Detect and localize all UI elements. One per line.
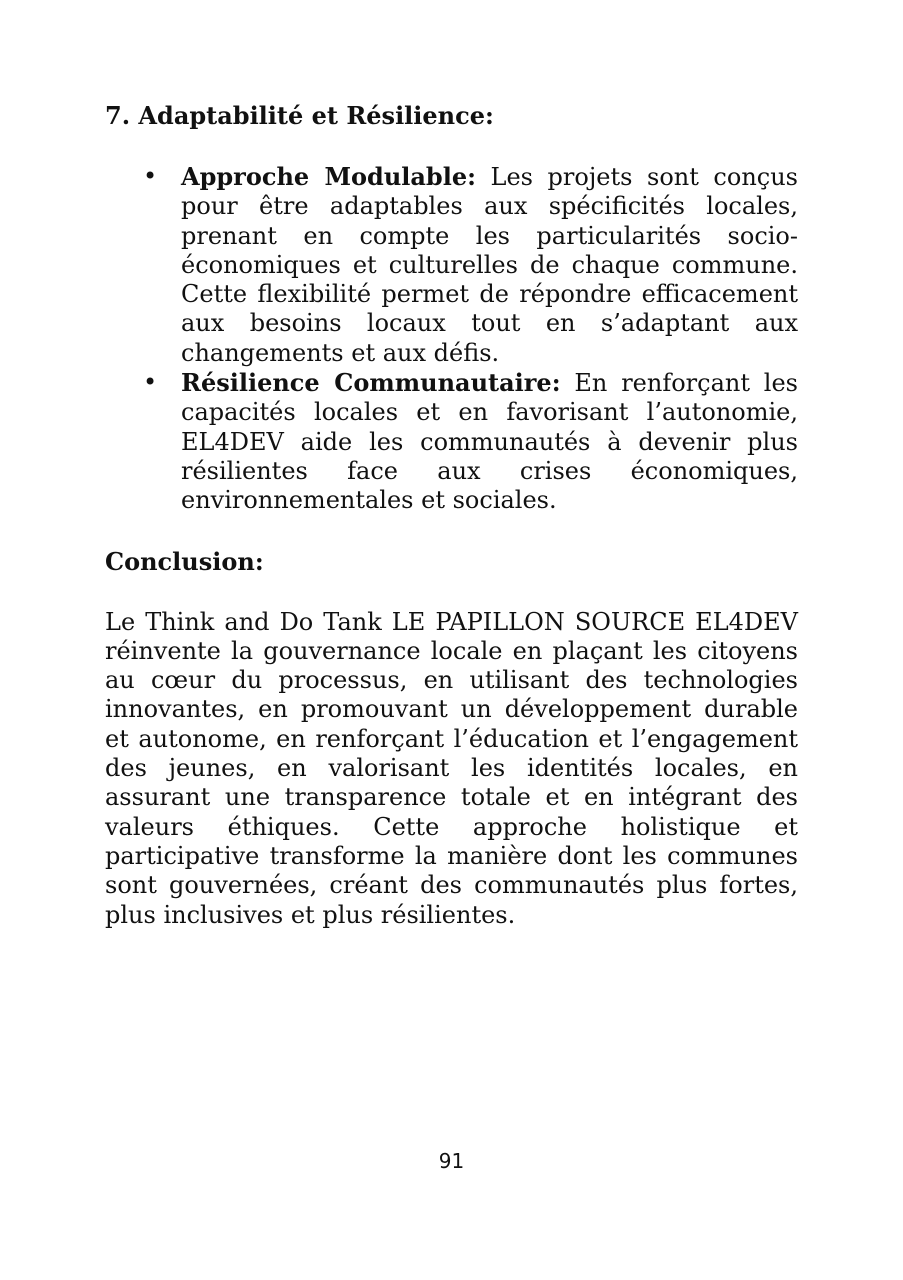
bullet-item-resilience-communautaire	[105, 368, 798, 515]
bullet-text: Les projets sont conçus pour être adaptables aux spécificités locales, prenant en compte les particularités socio-économiques et culturelles de chaque commune. Cette flexibilité permet de répondre efficacement aux besoins locaux tout en s’adaptant aux changements et aux défis.	[181, 163, 798, 367]
bullet-list	[105, 162, 798, 516]
bullet-item-approche-modulable	[105, 162, 798, 368]
bullet-text: En renforçant les capacités locales et en favorisant l’autonomie, EL4DEV aide les communautés à devenir plus résilientes face aux crises économiques, environnementales et sociales.	[181, 369, 798, 515]
conclusion-heading: Conclusion:	[105, 546, 264, 576]
page-content	[105, 100, 798, 930]
bullet-icon: •	[143, 162, 158, 190]
conclusion-paragraph: Le Think and Do Tank LE PAPILLON SOURCE EL4DEV réinvente la gouvernance locale en plaçant les citoyens au cœur du processus, en utilisant des technologies innovantes, en promouvant un développement durable et autonome, en renforçant l’éducation et l’engagement des jeunes, en valorisant les identités locales, en assurant une transparence totale et en intégrant des valeurs éthiques. Cette approche holistique et participative transforme la manière dont les communes sont gouvernées, créant des communautés plus fortes, plus inclusives et plus résilientes.	[105, 607, 798, 929]
bullet-term: Approche Modulable:	[181, 162, 476, 191]
bullet-icon: •	[143, 368, 158, 397]
page-number: 91	[438, 1149, 465, 1173]
bullet-term: Résilience Communautaire:	[181, 368, 561, 398]
section-heading: 7. Adaptabilité et Résilience:	[105, 101, 494, 130]
